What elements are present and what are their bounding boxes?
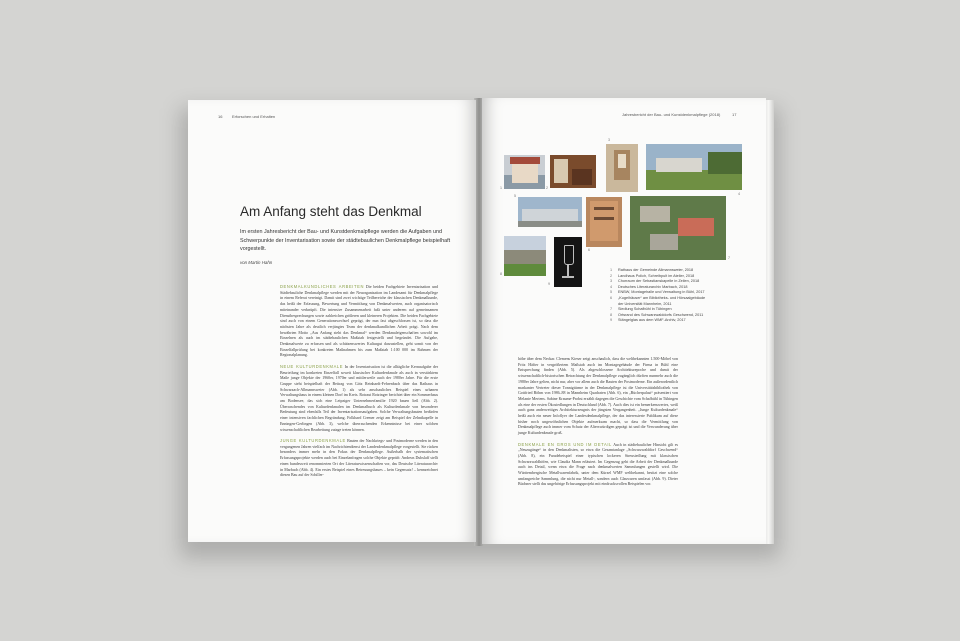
figure-captions <box>610 268 760 324</box>
caption-item: 3 Chorraum der Sebastianskapelle in Zeilen, 2018 <box>610 279 700 284</box>
section-body: Auch in städtebaulicher Hinsicht gilt es „Neuzugänge“ in den Denkmalisten, so etwa die Gesamtanlage „Schwarzwalddorf Geschwend“ (Abb. 8), ein Paradebeispiel einer typischen lockeren Streusiedlung mit klassischen Schwarzwaldhöfen, wie Claudia Mann erläutert. Im Gegenzug geht die Arbeit der Denkmalkunde auch ins Detail, wenn etwa die Frage nach denkmalwerten Sammlungen gestellt wird. Die Württembergische Metallwarenfabrik, unter dem Kürzel WMF weltbekannt, besitzt eine solche umfangreiche Sammlung, die nicht nur Metall-, sondern auch Glaswaren umfasst (Abb. 9). Dieter Büchner stellt das ungehörige Erfassungsprojekt mit eindrucksvollen Beispielen vor. <box>518 441 678 487</box>
page-number-left: 16 <box>218 114 223 119</box>
left-body-column <box>280 284 438 532</box>
figure-number: 9 <box>548 282 550 286</box>
running-head-left: Erforschen und Erhalten <box>232 114 276 119</box>
page-number-right: 17 <box>732 112 737 117</box>
caption-item: 7 Siedlung Schafbühl in Tübingen <box>610 307 672 312</box>
article-lead: Im ersten Jahresbericht der Bau- und Kunstdenkmalpflege werden die Aufgaben und Schwerpunkte der Inventarisation sowie der städtebaulichen Denkmalpflege beispielhaft vorgestellt. <box>240 229 451 253</box>
figure-number: 4 <box>738 192 740 196</box>
figure-number: 8 <box>500 272 502 276</box>
section-heading: DENKMALE EN GROS UND IM DETAIL <box>518 441 612 447</box>
caption-item: 2 Landhaus Polich, Schreibpult im Atelier, 2018 <box>610 273 695 278</box>
section-body: Die beiden Fachgebiete Inventarisation und Städtebauliche Denkmalpflege werden mit der Neuorganisation im Landesamt für Denkmalpflege in einem Referat vereinigt. Damit sind zwei wichtige Teilbereiche der klassischen Denkmalkunde, das heißt der Erfassung, Bewertung und Vermittlung von Denkmalwerten, auch organisatorisch miteinander verknüpft. Die intensive Zusammenarbeit fußt unter anderem auf gemeinsamen Dienstbesprechungen sowie zahlreichen größeren und kleineren Projekten. Die beiden Fachgebiete sind auch von einem Generationswechsel geprägt, der nun fast abgeschlossen ist, so dass die nächsten Jahre als deutlich verjüngtes Team der denkmalkundlichen Arbeit prägt. Nach dem bewährten Motto „Aus Anfang steht das Denkmal“ werden Denkmaleigenschaften sowohl im Einzelnen als auch im städtebaulichen Maßstab festgestellt und begründet. Die Aufgabe, Denkmalwerte zu erfassen und als schützenswertes Kulturgut darzustellen, geht somit von der Einzelfallprüfung bei konkreten Maßnahmen bis zum Maßstab 1:100 000 im Rahmen der Regionalplanung. <box>280 284 439 358</box>
photo-aerial-settlement <box>630 196 726 260</box>
figure-number: 1 <box>500 186 502 190</box>
section-body: In der Inventarisation ist die alltägliche Kernaufgabe der Beurteilung im konkreten Einzelfall soweit klassischer Kulturdenkmale als auch in verstärktem Maße junge Objekte der 1960er, 1970er und mittlerweile auch der 1980er Jahre. Für die erste Gruppe steht beispielhaft der Beitrag von Götz Reinhardt-Fehrenbach über das Rathaus in Schwarzach-Allmannsweier (Abb. 1) als sehr anschauliches Beispiel eines urbanen Verwaltungsbaus in einem kleinen Dorf im Kreis. Rotraut Rotzinger berichtet über ein Sommerhaus am Bodensee, das sich eine Leipziger Unternehmerfamilie 1920 bauen ließ (Abb. 2). Überraschendes von Kulturdenkmalen im Denkmalbuch als Kulturdenkmale von besonderer Bedeutung sind ebenfalls Teil der Inventarisationsaufgaben. Solche Verwaltungsbauten bedürfen einer intensiven fachlichen Begründung. Folkhard Cremer zeigt am Beispiel der Zehntkapelle in Enningen-Gerlingen (Abb. 3), welche überraschenden Erkenntnisse bei einer solchen wissenschaftlichen Bearbeitung zutage treten können. <box>280 363 438 432</box>
caption-item: 1 Rathaus der Gemeinde Allmannsweier, 2018 <box>610 268 694 272</box>
section-heading: DENKMALKUNDLICHES ARBEITEN <box>280 284 365 289</box>
right-page <box>482 98 766 544</box>
running-head-right: Jahresbericht der Bau- und Kunstdenkmalpflege (2018) <box>622 112 721 117</box>
photo-library-building <box>586 197 622 247</box>
photo-village-edge <box>504 236 546 276</box>
caption-item: 9 Stängelglas aus dem WMF-Archiv, 2017 <box>610 318 686 323</box>
photo-studio-desk <box>550 155 596 188</box>
section-heading: NEUE KULTURDENKMALE <box>280 363 344 369</box>
figure-number: 3 <box>608 138 610 142</box>
section-body: höhe über dem Neckar. Clemens Kieser zeigt anschaulich, dass die weltbekannten 1.500-Möbel von Fritz Häfter in vergrößertem Maßstab auch im Montagegebäude der Firma in Bühl eine Entsprechung finden (Abb. 5). Als abgeschlossene Architekturepoche und damit der wissenschaftlich-historischen Betrachtung der Denkmalpflege zugänglich dürften nunmehr auch die 1980er Jahre gelten, nicht nur, aber vor allem auch die Bauten der Postmoderne. Ein außerordentlich markanter Vertreter dieser Tonnigtürme in der Denkmalpflege ist die Universitätsbibliothek von Gottfried Böhm von 1986–88 in Mannheim Quadraten (Abb. 6), ein „Bücherpalast“ präsentiert von Melanie Mertens. Sabine Kraume-Probst erzählt dagegen die Geschichte vom Schafbühl in Tübingen als eine der ersten Ökosiedlungen in Deutschland (Abb. 7). Auch dies ist ein bemerkenswertes, weiß auch ganz anderweitiges Architekturzeugnis der jüngsten Vergangenheit. „Junge Kulturdenkmale“ heißt auch ein neuer Infoflyer der Landesdenkmalpflege, der das interessierte Publikum auf diese bisher noch ungewöhnlichen Objekte aufmerksam macht, so dass die Vermittlung von Denkmalpflege auch immer vom Schutz der Alterswürdigen geprägt ist und die Verwunderung über junge Kulturdenkmale groß. <box>518 356 678 436</box>
caption-item: der Universität Mannheim, 2011 <box>618 301 672 306</box>
right-body-column <box>518 356 678 536</box>
caption-item: 4 Deutsches Literaturarchiv Marbach, 2018 <box>610 284 688 289</box>
photo-literature-archive <box>646 144 742 190</box>
photo-stem-glass <box>554 237 582 287</box>
left-page <box>188 100 476 542</box>
photo-town-hall <box>504 155 545 189</box>
caption-item: 5 ENBW, Montagehalle und Verwaltung in Bühl, 2017 <box>610 290 705 295</box>
caption-item: 6 „Kugelhäuser“ am Bibliotheks- und Hörsaalgebäude <box>610 295 706 300</box>
figure-number: 2 <box>546 186 548 190</box>
photo-assembly-hall <box>518 197 582 227</box>
page-stack-edge <box>765 100 774 544</box>
caption-item: 8 Ortsrand des Schwarzwalddorfs Geschwend, 2011 <box>610 312 704 317</box>
photo-chapel-altar <box>606 144 638 192</box>
section-heading: JUNGE KULTURDENKMALE <box>280 437 346 443</box>
section-body: Bauten der Nachkriegs- und Postmoderne werden in den vergangenen Jahren vielfach im Nachrichtendienst der Landesdenkmalpflege vorgestellt. Sie rücken besonders immer mehr in den Fokus der Denkmalpflege. Außerhalb der systematischen Erfassungsprojekte werden auch bei Einzelanfragen solche Objekte geprüft: Andreas Dubslaff stellt einen bundesweit renommierten Ort der Literaturwissenschaften vor, das Deutsche Literaturarchiv in Marbach (Abb. 4). Ein erstes Beispiel eines Betreuungsbaues – kein Gegensatz! – kennzeichnet diesen Bau auf der Schiller- <box>280 437 438 478</box>
article-title: Am Anfang steht das Denkmal <box>240 204 422 219</box>
article-byline: von Martin Hahn <box>240 260 273 265</box>
figure-number: 6 <box>588 248 590 252</box>
figure-number: 5 <box>514 194 516 198</box>
figure-number: 7 <box>728 256 730 260</box>
